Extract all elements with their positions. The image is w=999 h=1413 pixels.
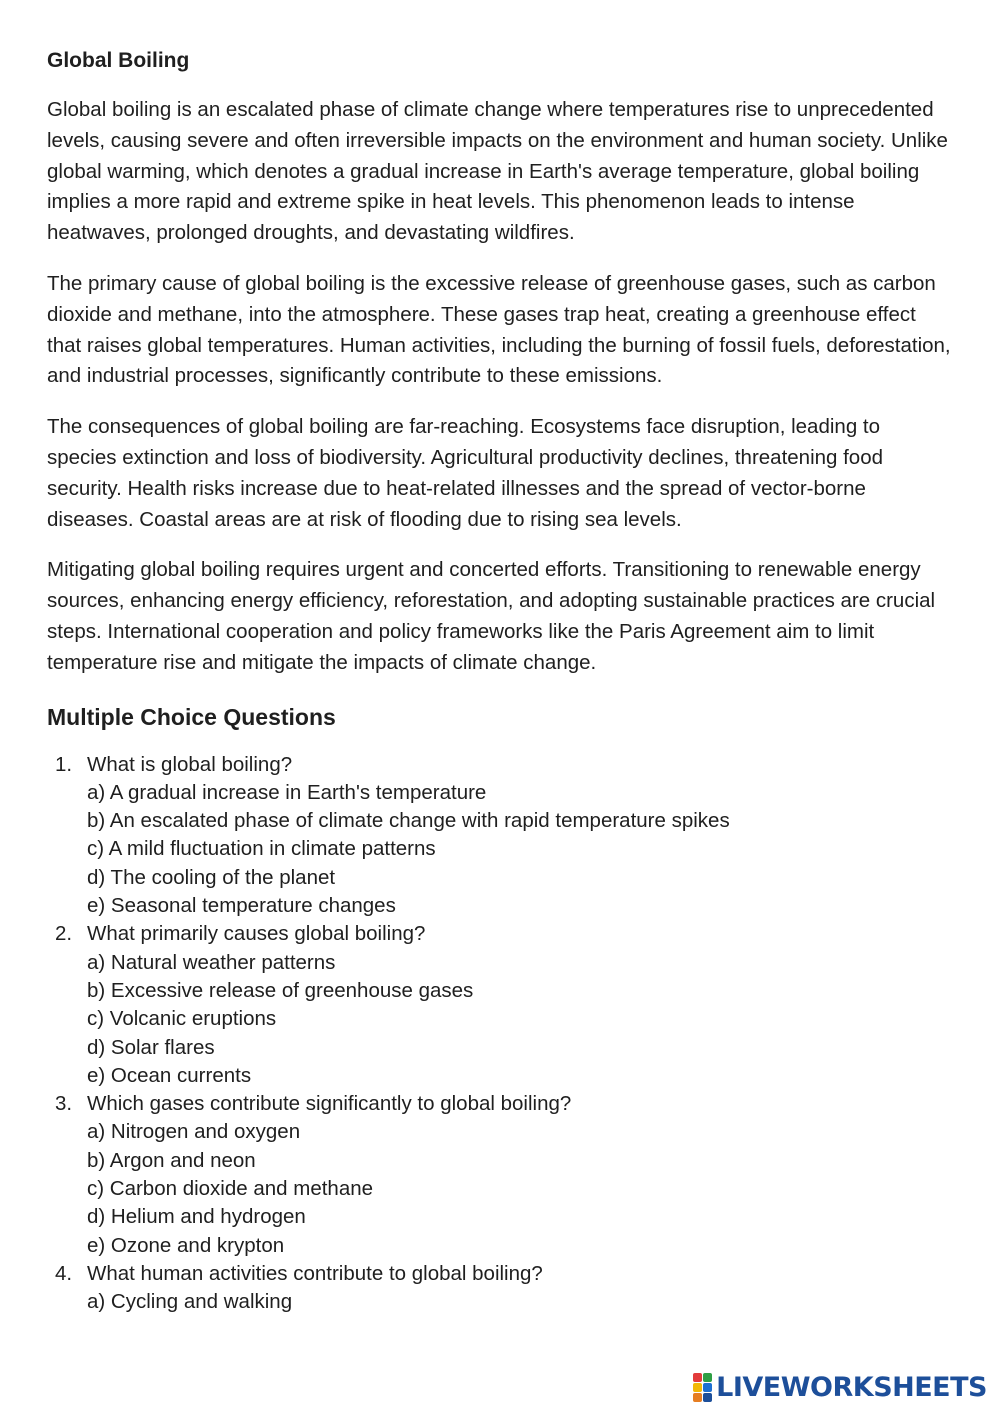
answer-option: c) Carbon dioxide and methane <box>87 1177 374 1200</box>
answer-option: d) Solar flares <box>87 1035 215 1059</box>
logo-tile <box>693 1373 702 1382</box>
answer-option: a) Natural weather patterns <box>87 950 336 974</box>
logo-tile <box>693 1383 702 1392</box>
worksheet-page <box>47 44 952 1316</box>
question-text: Which gases contribute significantly to global boiling? <box>87 1092 572 1116</box>
logo-tile <box>703 1393 712 1402</box>
answer-option: b) Argon and neon <box>87 1148 256 1172</box>
paragraph-causes: The primary cause of global boiling is the excessive release of greenhouse gases, such as carbon dioxide and methane, into the atmosphere. These gases trap heat, creating a greenhouse effect that raises global temperatures. Human activities, including the burning of fossil fuels, deforestation, and industrial processes, significantly contribute to these emissions. <box>47 271 951 388</box>
answer-option: c) A mild fluctuation in climate patterns <box>87 837 436 861</box>
question-3 <box>47 1090 952 1260</box>
mcq-heading: Multiple Choice Questions <box>47 703 336 730</box>
answer-option: e) Seasonal temperature changes <box>87 894 396 918</box>
question-text: What human activities contribute to global boiling? <box>87 1261 543 1285</box>
answer-option: a) Nitrogen and oxygen <box>87 1120 301 1144</box>
document-title: Global Boiling <box>47 49 190 72</box>
logo-tile <box>693 1393 702 1402</box>
question-1 <box>47 751 952 921</box>
liveworksheets-logo <box>693 1372 987 1403</box>
paragraph-consequences: The consequences of global boiling are far-reaching. Ecosystems face disruption, leading to species extinction and loss of biodiversity. Agricultural productivity declines, threatening food security. Health risks increase due to heat-related illnesses and the spread of vector-borne diseases. Coastal areas are at risk of flooding due to rising sea levels. <box>47 415 884 531</box>
answer-option: a) Cycling and walking <box>87 1290 293 1314</box>
question-2 <box>47 920 952 1090</box>
paragraph-mitigation: Mitigating global boiling requires urgent and concerted efforts. Transitioning to renewable energy sources, enhancing energy efficiency, reforestation, and adopting sustainable practices are crucial steps. International cooperation and policy frameworks like the Paris Agreement aim to limit temperature rise and mitigate the impacts of climate change. <box>47 558 936 674</box>
answer-option: a) A gradual increase in Earth's temperature <box>87 780 487 804</box>
answer-option: d) Helium and hydrogen <box>87 1205 306 1229</box>
question-text: What is global boiling? <box>87 752 293 776</box>
answer-option: e) Ozone and krypton <box>87 1233 285 1257</box>
answer-option: c) Volcanic eruptions <box>87 1007 277 1031</box>
logo-mark-icon <box>693 1373 712 1402</box>
logo-tile <box>703 1383 712 1392</box>
logo-tile <box>703 1373 712 1382</box>
paragraph-intro: Global boiling is an escalated phase of climate change where temperatures rise to unprecedented levels, causing severe and often irreversible impacts on the environment and human society. Unlike global warming, which denotes a gradual increase in Earth's average temperature, global boiling implies a more rapid and extreme spike in heat levels. This phenomenon leads to intense heatwaves, prolonged droughts, and devastating wildfires. <box>47 98 948 245</box>
question-number: 2. <box>55 922 73 946</box>
question-number: 1. <box>55 752 73 776</box>
answer-option: e) Ocean currents <box>87 1063 252 1087</box>
answer-option: b) Excessive release of greenhouse gases <box>87 978 474 1002</box>
question-number: 4. <box>55 1261 73 1285</box>
question-text: What primarily causes global boiling? <box>87 922 426 946</box>
logo-wordmark: LIVEWORKSHEETS <box>716 1372 987 1403</box>
answer-option: d) The cooling of the planet <box>87 865 336 889</box>
question-list <box>47 751 952 1317</box>
question-4 <box>47 1260 952 1317</box>
answer-option: b) An escalated phase of climate change with rapid temperature spikes <box>87 809 730 833</box>
question-number: 3. <box>55 1092 73 1116</box>
